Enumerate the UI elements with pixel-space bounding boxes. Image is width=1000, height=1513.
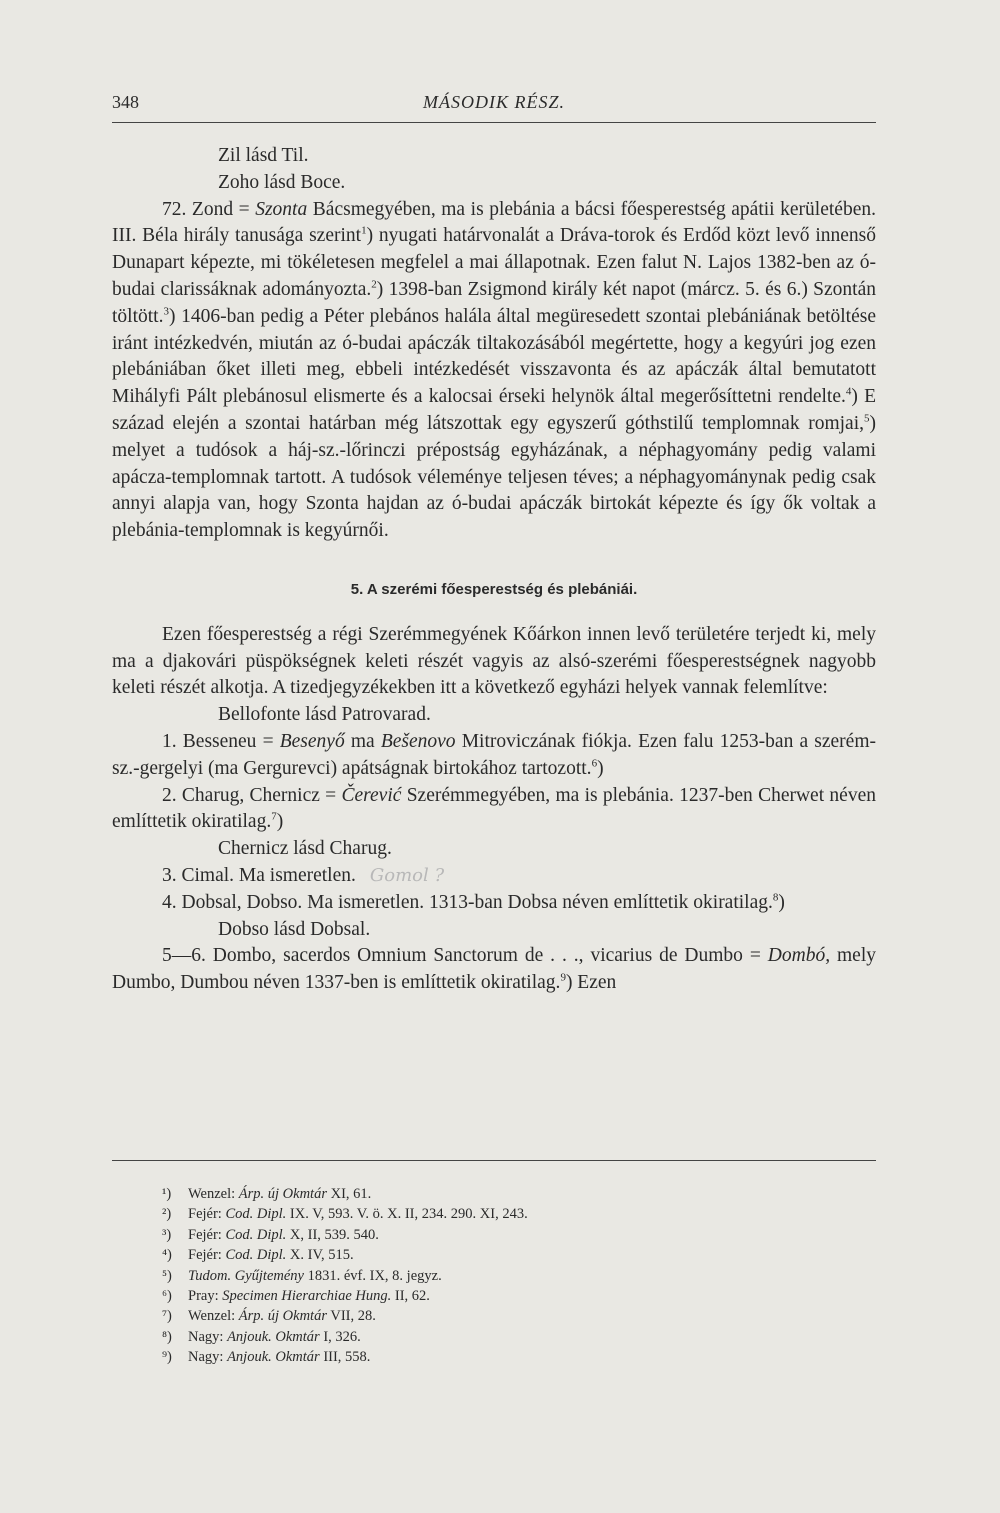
entry-charug <box>112 783 876 837</box>
text-run: 3. Cimal. Ma ismeretlen. <box>162 864 356 886</box>
footnote-ref: 3 <box>163 305 169 318</box>
footnote <box>162 1347 862 1367</box>
footnote-author: Wenzel: <box>188 1308 239 1325</box>
footnote-mark: ⁹) <box>162 1349 172 1366</box>
footnote-title: Anjouk. Okmtár <box>227 1349 320 1366</box>
footnote-author: Wenzel: <box>188 1186 239 1202</box>
section-heading: 5. A szerémi főesperestség és plebániái. <box>350 580 638 598</box>
footnote-ref-detail: III, 558. <box>319 1349 371 1366</box>
footnote <box>162 1184 862 1204</box>
text-run: ma <box>344 730 381 752</box>
footnote <box>162 1204 862 1224</box>
footnote-mark: ⁷) <box>162 1308 172 1325</box>
footnote-title: Cod. Dipl. <box>225 1247 287 1264</box>
footnote-mark: ³) <box>162 1226 172 1243</box>
text-run: ) 1406-ban pedig a Péter plebános halála által megüresedett szontai plebániának betöltése iránt intézkedvén, miután az ó-budai apáczák tiltakozásából megértette, hogy a kegyúri jog ezen plebániában őket illeti meg, ebbeli intézkedését visszavonta és az apáczák által bemutatott Mihályfi Pált plebánosul elismerte és a kalocsai érseki helynök által megerősíttetni rendelte. <box>112 305 876 408</box>
footnote-ref: 9 <box>560 971 566 984</box>
footnote <box>162 1245 862 1265</box>
text-run: ) melyet a tudósok a háj-sz.-lőrinczi prépostság egyházának, a néphagyomány pedig valami apácza-templomnak tartott. A tudósok véleménye teljesen téves; a néphagyománynak pedig csak annyi alapja van, hogy Szonta hajdan az ó-budai apáczák birtokát képezte és így ők voltak a plebánia-templomnak is kegyúrnői. <box>112 412 876 542</box>
entry-dobso: Dobso lásd Dobsal. <box>218 918 371 940</box>
entry-bellofonte: Bellofonte lásd Patrovarad. <box>218 704 431 726</box>
footnote-ref: 8 <box>772 891 779 904</box>
footnote-ref-detail: I, 326. <box>319 1328 361 1345</box>
text-run: 2. Charug, Chernicz = <box>162 784 342 806</box>
footnote-author: Nagy: <box>188 1349 228 1366</box>
footnote-title: Cod. Dipl. <box>225 1226 287 1243</box>
italic-term: Szonta <box>255 198 308 220</box>
footnotes <box>162 1184 862 1368</box>
text-run: mely Dumbo, Dumbou néven 1337-ben is említtetik okiratilag. <box>112 945 876 994</box>
footnote-author: Pray: <box>188 1288 223 1305</box>
text-run: Mitroviczának fiókja. Ezen falu 1253-ban a szerém-sz.-gergelyi (ma Gergurevci) apátságnak birtokához tartozott. <box>112 730 876 779</box>
entry-cimal <box>112 863 876 890</box>
text-run: ) E század elején a szontai határban még látszottak egy egyszerű góthstilű templomnak romjai, <box>112 386 876 434</box>
footnote-author: Fejér: <box>188 1206 226 1223</box>
footnote-title: Cod. Dipl. <box>225 1206 287 1223</box>
text-run: Szerémmegyében, ma is plebánia. 1237-ben Cherwet néven említtetik okiratilag. <box>112 784 876 833</box>
footnote-ref: 5 <box>864 412 870 425</box>
main-text <box>112 143 876 997</box>
footnote-title: Tudom. Gyűjtemény <box>188 1267 304 1284</box>
page-number: 348 <box>112 92 139 112</box>
running-title: MÁSODIK RÉSZ. <box>423 92 565 112</box>
footnote-mark: ⁴) <box>162 1247 172 1264</box>
italic-term: Bešenovo <box>380 730 456 752</box>
text-run: ) Ezen <box>565 972 617 994</box>
footnote-author: Fejér: <box>188 1226 226 1243</box>
entry-dobsal <box>112 890 876 917</box>
entry-dombo <box>112 943 876 997</box>
footnote-ref-detail: X. IV, 515. <box>286 1247 354 1264</box>
footnote-ref: 4 <box>845 385 852 398</box>
footnote-title: Specimen Hierarchiae Hung. <box>222 1288 392 1305</box>
footnote-title: Anjouk. Okmtár <box>227 1328 320 1345</box>
handwritten-note: Gomol ? <box>369 864 445 886</box>
text-run: 4. Dobsal, Dobso. Ma ismeretlen. 1313-ban Dobsa néven említtetik okiratilag. <box>162 891 773 913</box>
footnote-ref-detail: XI, 61. <box>326 1186 372 1202</box>
footnote <box>162 1327 862 1347</box>
footnote-ref: 6 <box>591 757 598 770</box>
text-run: 5—6. Dombo, sacerdos Omnium Sanctorum de . . ., vicarius de Dumbo = <box>162 945 768 967</box>
footnote-mark: ⁵) <box>162 1267 172 1284</box>
text-run: 72. Zond = <box>162 198 256 220</box>
footnote-ref-detail: 1831. évf. IX, 8. jegyz. <box>303 1267 442 1284</box>
footnote-title: Árp. új Okmtár <box>238 1186 327 1202</box>
footnote-ref: 7 <box>271 810 277 823</box>
footnote-ref-detail: VII, 28. <box>326 1308 376 1325</box>
footnote-ref-detail: X, II, 539. 540. <box>286 1226 379 1243</box>
entry-zoho: Zoho lásd Boce. <box>218 171 346 193</box>
text-run: ) <box>778 891 785 913</box>
footnote-mark: ¹) <box>162 1186 172 1202</box>
footnote <box>162 1225 862 1245</box>
footnote-ref: 1 <box>361 224 367 237</box>
entry-besseneu <box>112 729 876 783</box>
entry-chernicz: Chernicz lásd Charug. <box>218 838 392 860</box>
text-run: ) 1398-ban Zsigmond király két napot (márcz. 5. és 6.) Szontán töltött. <box>112 278 876 327</box>
footnote <box>162 1306 862 1326</box>
entry-zil: Zil lásd Til. <box>218 145 309 166</box>
footnote-mark: ⁶) <box>162 1288 172 1305</box>
text-run: ) nyugati határvonalát a Dráva-torok és Erdőd közt levő innenső Dunapart képezte, mi tökéletesen megfelel a mai állapotnak. Ezen falut N. Lajos 1382-ben az ó-budai clarissáknak adományozta. <box>112 225 876 300</box>
text-run: Bácsmegyében, ma is plebánia a bácsi főesperestség apátii kerületében. III. Béla hirály tanusága szerint <box>112 198 876 247</box>
entry-zond <box>112 197 876 545</box>
footnote-mark: ²) <box>162 1206 172 1223</box>
footnote-ref: 2 <box>371 278 377 291</box>
footnote <box>162 1266 862 1286</box>
text-run: 1. Besseneu = <box>162 730 280 752</box>
footnote <box>162 1286 862 1306</box>
footnote-divider <box>112 1160 876 1161</box>
footnote-ref-detail: IX. V, 593. V. ö. X. II, 234. 290. XI, 243. <box>286 1206 528 1223</box>
italic-term: Dombó, <box>767 945 831 967</box>
page-header <box>112 92 876 123</box>
footnote-author: Nagy: <box>188 1328 228 1345</box>
footnote-mark: ⁸) <box>162 1328 172 1345</box>
footnote-author: Fejér: <box>188 1247 226 1264</box>
footnote-ref-detail: II, 62. <box>391 1288 430 1305</box>
text-run: ) <box>276 811 284 833</box>
section-intro: Ezen főesperestség a régi Szerémmegyének Kőárkon innen levő területére terjedt ki, mely ma a djakovári püspökségnek keleti részét vagyis az alsó-szerémi főesperestségnek nagyobb keleti részét alkotja. A tizedjegyzékekben itt a következő egyházi helyek vannak felemlítve: <box>112 623 876 699</box>
italic-term: Čerević <box>341 784 402 806</box>
footnote-title: Árp. új Okmtár <box>238 1308 327 1325</box>
text-run: ) <box>597 757 604 779</box>
italic-term: Besenyő <box>279 730 345 752</box>
